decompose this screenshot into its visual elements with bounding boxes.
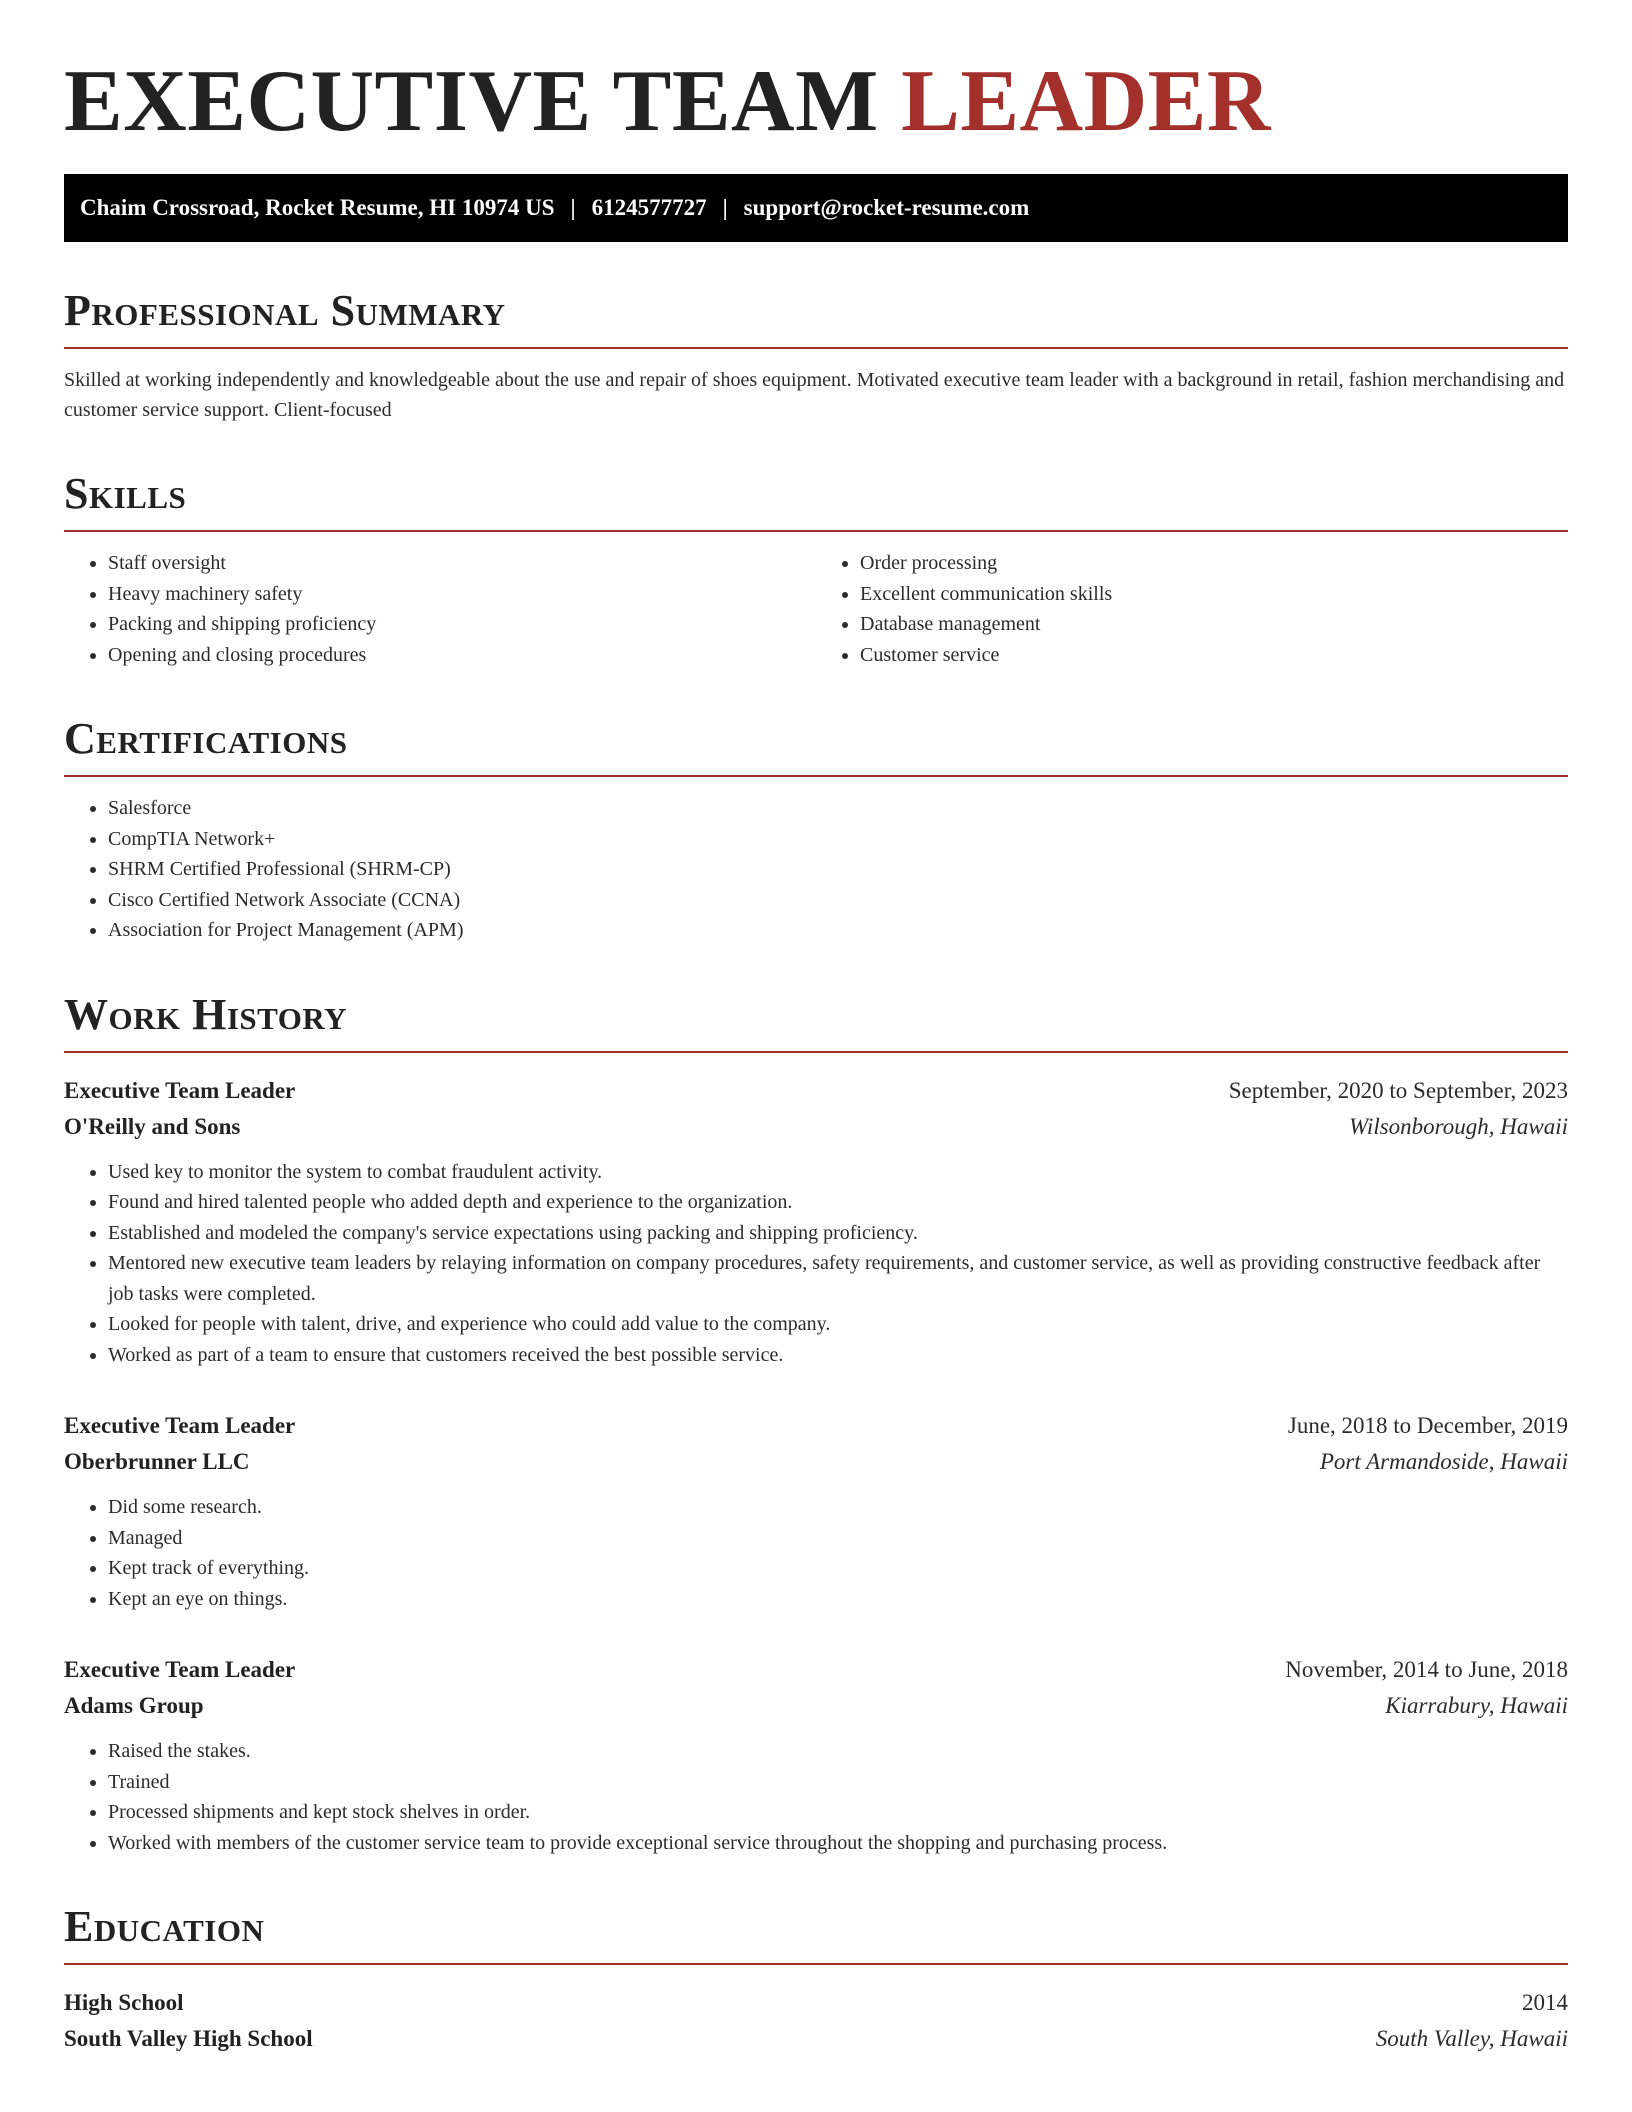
job-duty-item: • Found and hired talented people who added depth and experience to the organization. — [108, 1187, 1568, 1218]
job-duty-item: • Mentored new executive team leaders by relaying information on company procedures, safety requirements, and customer service, as well as providing constructive feedback after job tasks were completed. — [108, 1248, 1568, 1309]
skill-item: • Heavy machinery safety — [108, 579, 816, 610]
skills-section — [64, 469, 1568, 670]
job-duty-item: • Established and modeled the company's service expectations using packing and shipping proficiency. — [108, 1218, 1568, 1249]
certifications-list — [64, 793, 1568, 946]
education-school-row — [64, 2021, 1568, 2057]
education-school: South Valley High School — [64, 2026, 313, 2051]
job-duty-item: • Trained — [108, 1767, 1568, 1798]
certification-item: • Cisco Certified Network Associate (CCNA) — [108, 885, 1568, 916]
work-history-section — [64, 990, 1568, 1859]
job-location: Wilsonborough, Hawaii — [1349, 1113, 1568, 1139]
job-dates: November, 2014 to June, 2018 — [1285, 1657, 1568, 1682]
job-duty-item: • Looked for people with talent, drive, and experience who could add value to the company. — [108, 1309, 1568, 1340]
job-duties-list — [64, 1157, 1568, 1371]
skill-item: • Database management — [860, 609, 1568, 640]
skills-grid — [64, 548, 1568, 670]
job-duty-item: • Processed shipments and kept stock shelves in order. — [108, 1797, 1568, 1828]
summary-text: Skilled at working independently and knowledgeable about the use and repair of shoes equipment. Motivated executive team leader with a background in retail, fashion merchandising and customer service support. Client-focused — [64, 369, 1565, 421]
job-entry — [64, 1652, 1568, 1858]
skill-item: • Order processing — [860, 548, 1568, 579]
skill-item: • Opening and closing procedures — [108, 640, 816, 671]
job-dates: June, 2018 to December, 2019 — [1287, 1413, 1568, 1438]
job-location: Port Armandoside, Hawaii — [1319, 1449, 1568, 1474]
job-duty-item: • Worked as part of a team to ensure that customers received the best possible service. — [108, 1340, 1568, 1371]
job-entry — [64, 1408, 1568, 1614]
job-company-row — [64, 1109, 1568, 1145]
contact-separator: | — [722, 195, 728, 220]
certification-item: • Salesforce — [108, 793, 1568, 824]
section-heading-education: Education — [64, 1902, 265, 1951]
job-duties-list — [64, 1736, 1568, 1858]
job-duty-item: • Kept track of everything. — [108, 1553, 1568, 1584]
contact-email: support@rocket-resume.com — [743, 195, 1030, 220]
job-duty-item: • Used key to monitor the system to combat fraudulent activity. — [108, 1157, 1568, 1188]
skill-item: • Staff oversight — [108, 548, 816, 579]
job-duties-list — [64, 1492, 1568, 1614]
education-degree: High School — [64, 1990, 184, 2015]
job-company-row — [64, 1444, 1568, 1480]
section-heading-certifications: Certifications — [64, 714, 348, 763]
certification-item: • SHRM Certified Professional (SHRM-CP) — [108, 854, 1568, 885]
job-title: Executive Team Leader — [64, 1077, 296, 1103]
section-divider — [64, 347, 1568, 349]
job-duty-item: • Kept an eye on things. — [108, 1584, 1568, 1615]
education-header-row — [64, 1985, 1568, 2021]
title-accent: LEADER — [901, 53, 1271, 150]
education-section — [64, 1902, 1568, 2057]
certifications-section — [64, 714, 1568, 946]
skills-list-right — [816, 548, 1568, 670]
job-title: Executive Team Leader — [64, 1413, 296, 1438]
job-duty-item: • Did some research. — [108, 1492, 1568, 1523]
skill-item: • Excellent communication skills — [860, 579, 1568, 610]
job-duty-item: • Raised the stakes. — [108, 1736, 1568, 1767]
job-entry — [64, 1073, 1568, 1371]
title-main: EXECUTIVE TEAM — [64, 53, 879, 150]
job-company: Adams Group — [64, 1693, 204, 1718]
job-header-row — [64, 1408, 1568, 1444]
education-year: 2014 — [1522, 1990, 1568, 2015]
section-heading-summary: Professional Summary — [64, 286, 506, 335]
section-divider — [64, 1963, 1568, 1965]
job-dates: September, 2020 to September, 2023 — [1228, 1077, 1568, 1103]
section-heading-work-history: Work History — [64, 989, 348, 1039]
section-divider — [64, 1051, 1568, 1053]
resume-title — [64, 52, 1568, 152]
education-location: South Valley, Hawaii — [1375, 2026, 1568, 2051]
skill-item: • Packing and shipping proficiency — [108, 609, 816, 640]
section-divider — [64, 530, 1568, 532]
job-duty-item: • Managed — [108, 1523, 1568, 1554]
certification-item: • Association for Project Management (APM) — [108, 915, 1568, 946]
job-company: Oberbrunner LLC — [64, 1449, 250, 1474]
job-company: O'Reilly and Sons — [64, 1113, 241, 1139]
job-header-row — [64, 1073, 1568, 1109]
job-title: Executive Team Leader — [64, 1657, 296, 1682]
certification-item: • CompTIA Network+ — [108, 824, 1568, 855]
contact-address: Chaim Crossroad, Rocket Resume, HI 10974 US — [80, 195, 555, 220]
contact-phone: 6124577727 — [591, 195, 707, 220]
skills-list-left — [64, 548, 816, 670]
education-entry — [64, 1985, 1568, 2057]
skill-item: • Customer service — [860, 640, 1568, 671]
job-location: Kiarrabury, Hawaii — [1385, 1693, 1568, 1718]
job-header-row — [64, 1652, 1568, 1688]
job-company-row — [64, 1688, 1568, 1724]
section-heading-skills: Skills — [64, 469, 187, 518]
section-divider — [64, 775, 1568, 777]
summary-section — [64, 286, 1568, 425]
contact-bar — [64, 174, 1568, 242]
contact-separator: | — [570, 195, 576, 220]
job-duty-item: • Worked with members of the customer service team to provide exceptional service throughout the shopping and purchasing process. — [108, 1828, 1568, 1859]
